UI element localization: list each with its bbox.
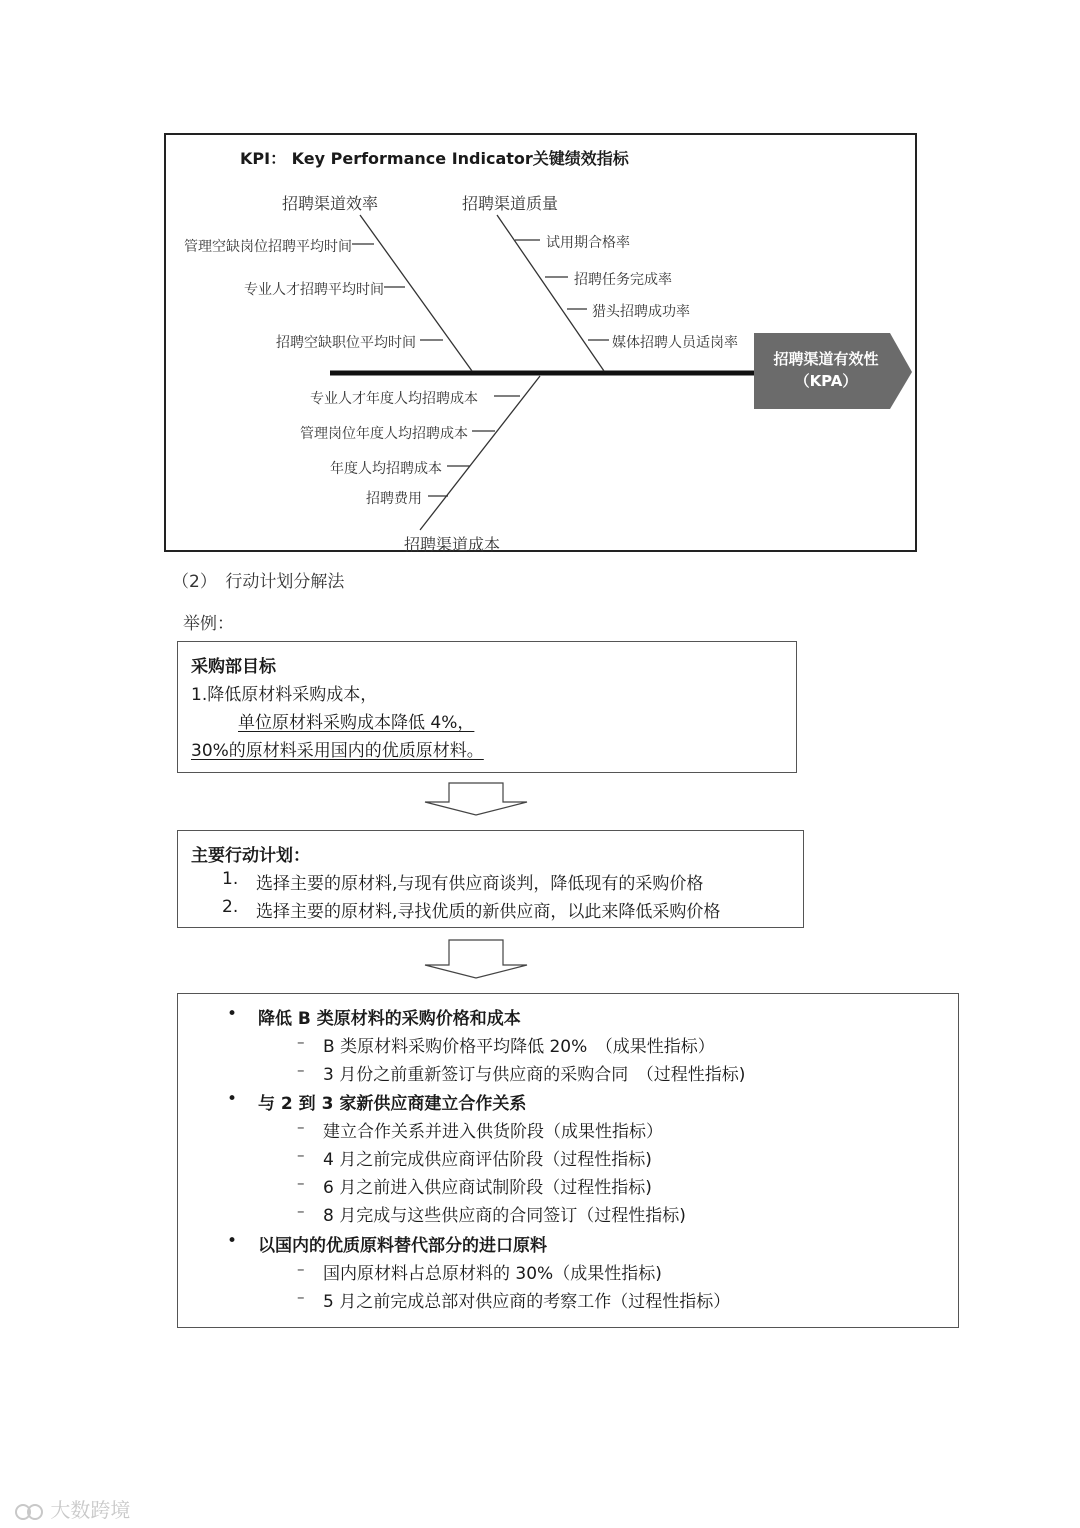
- bullet-sub: 建立合作关系并进入供货阶段（成果性指标）: [323, 1122, 663, 1142]
- bullet-sub: 5 月之前完成总部对供应商的考察工作（过程性指标）: [323, 1292, 731, 1312]
- cost-item: 招聘费用: [366, 491, 422, 507]
- action-item-num: 2.: [222, 897, 239, 917]
- category-quality: 招聘渠道质量: [462, 194, 559, 213]
- dash-icon: –: [297, 1202, 305, 1220]
- efficiency-item: 管理空缺岗位招聘平均时间: [184, 239, 352, 255]
- cost-item: 管理岗位年度人均招聘成本: [300, 426, 468, 442]
- dash-icon: –: [297, 1174, 305, 1192]
- bullet-icon: •: [227, 1231, 238, 1251]
- goal-title: 采购部目标: [191, 657, 276, 677]
- bullet-sub: B 类原材料采购价格平均降低 20% （成果性指标）: [323, 1037, 715, 1057]
- bullet-sub: 4 月之前完成供应商评估阶段（过程性指标): [323, 1150, 652, 1170]
- kpa-line1: 招聘渠道有效性: [773, 350, 879, 368]
- bullet-title: 降低 B 类原材料的采购价格和成本: [258, 1009, 521, 1029]
- action-plan-title: 主要行动计划：: [191, 846, 310, 866]
- quality-item: 猎头招聘成功率: [592, 304, 690, 320]
- action-item-num: 1.: [222, 869, 239, 889]
- watermark: [14, 1494, 130, 1523]
- bullet-sub: 3 月份之前重新签订与供应商的采购合同 （过程性指标): [323, 1065, 746, 1085]
- quality-item: 招聘任务完成率: [574, 272, 672, 288]
- watermark-text: 大数跨境: [50, 1498, 131, 1522]
- kpa-line2: （KPA）: [794, 372, 858, 390]
- action-item-text: 选择主要的原材料,寻找优质的新供应商，以此来降低采购价格: [256, 902, 721, 922]
- example-label: 举例：: [183, 614, 234, 634]
- dash-icon: –: [297, 1260, 305, 1278]
- bullet-icon: •: [227, 1089, 238, 1109]
- dash-icon: –: [297, 1146, 305, 1164]
- quality-item: 媒体招聘人员适岗率: [612, 335, 738, 351]
- goal-line: 30%的原材料采用国内的优质原材料。: [191, 741, 484, 761]
- bullet-title: 以国内的优质原料替代部分的进口原料: [258, 1236, 547, 1256]
- bullet-title: 与 2 到 3 家新供应商建立合作关系: [258, 1094, 527, 1114]
- cost-item: 专业人才年度人均招聘成本: [310, 391, 478, 407]
- goal-line: 单位原材料采购成本降低 4%，: [238, 713, 475, 733]
- watermark-logo-icon: [14, 1501, 44, 1523]
- efficiency-item: 专业人才招聘平均时间: [244, 282, 384, 298]
- action-item-text: 选择主要的原材料,与现有供应商谈判，降低现有的采购价格: [256, 874, 704, 894]
- kpa-head-label: [756, 348, 896, 392]
- bullet-icon: •: [227, 1004, 238, 1024]
- efficiency-item: 招聘空缺职位平均时间: [276, 335, 416, 351]
- dash-icon: –: [297, 1288, 305, 1306]
- section-title: （2） 行动计划分解法: [172, 572, 345, 592]
- category-efficiency: 招聘渠道效率: [282, 194, 379, 213]
- bullet-sub: 8 月完成与这些供应商的合同签订（过程性指标): [323, 1206, 686, 1226]
- down-arrow: [425, 940, 527, 978]
- goal-line: 1.降低原材料采购成本，: [191, 685, 378, 705]
- dash-icon: –: [297, 1033, 305, 1051]
- dash-icon: –: [297, 1061, 305, 1079]
- kpi-title: KPI： Key Performance Indicator关键绩效指标: [240, 149, 629, 168]
- dash-icon: –: [297, 1118, 305, 1136]
- quality-item: 试用期合格率: [546, 235, 630, 251]
- cost-item: 年度人均招聘成本: [330, 461, 442, 477]
- bullet-sub: 6 月之前进入供应商试制阶段（过程性指标): [323, 1178, 652, 1198]
- bullet-sub: 国内原材料占总原材料的 30%（成果性指标): [323, 1264, 662, 1284]
- category-cost: 招聘渠道成本: [404, 535, 501, 554]
- down-arrow: [425, 783, 527, 815]
